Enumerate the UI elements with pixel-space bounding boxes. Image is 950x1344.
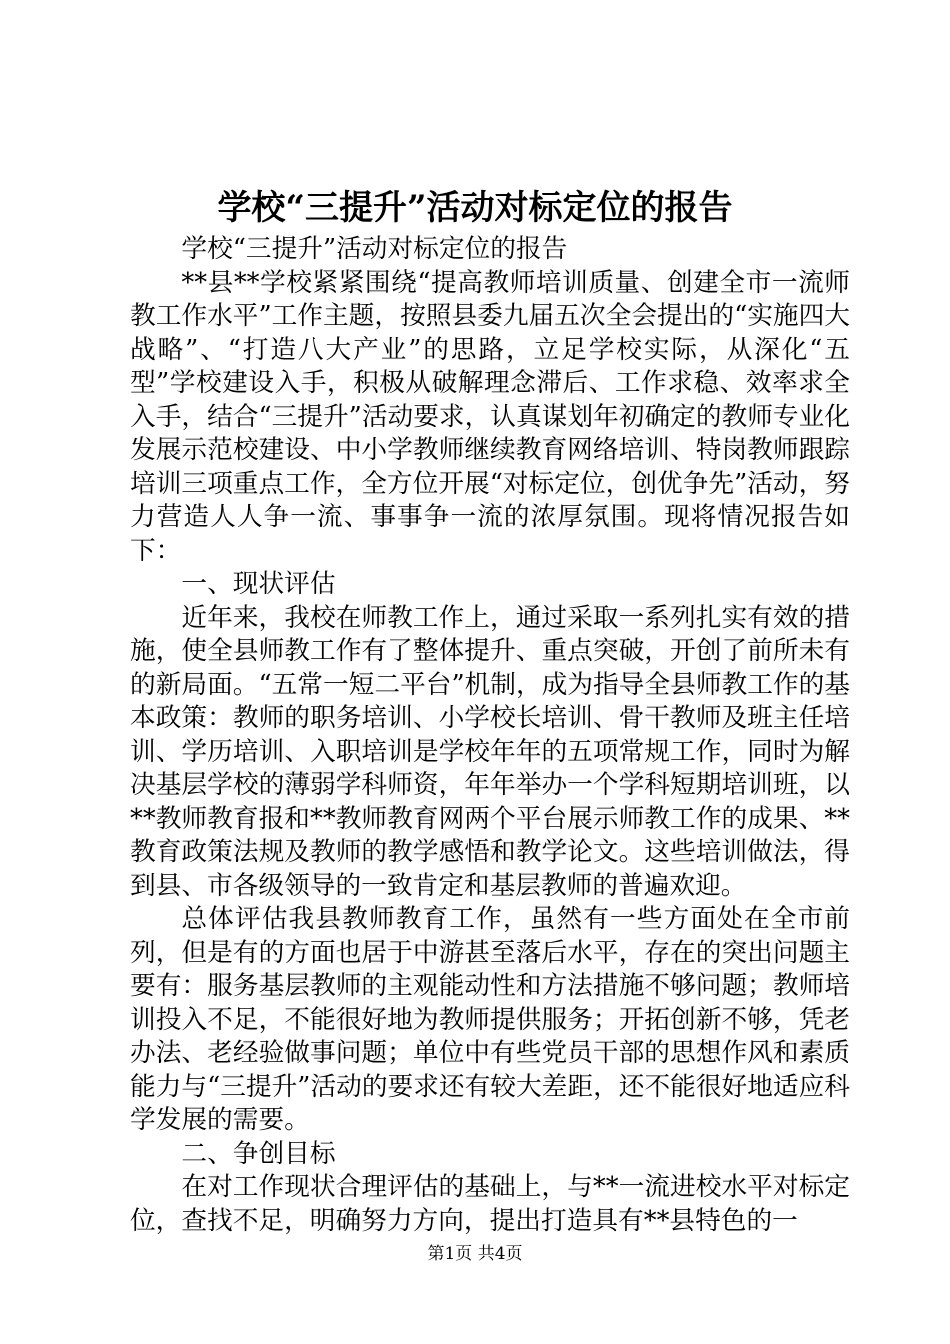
- paragraph-intro: **县**学校紧紧围绕“提高教师培训质量、创建全市一流师教工作水平”工作主题，按照县委九届五次全会提出的“实施四大战略”、“打造八大产业”的思路，立足学校实际，从深化“五型”学校建设入手，积极从破解理念滞后、工作求稳、效率求全入手，结合“三提升”活动要求，认真谋划年初确定的教师专业化发展示范校建设、中小学教师继续教育网络培训、特岗教师跟踪培训三项重点工作，全方位开展“对标定位，创优争先”活动，努力营造人人争一流、事事争一流的浓厚氛围。现将情况报告如下：: [130, 267, 850, 566]
- document-title: 学校“三提升”活动对标定位的报告: [217, 188, 733, 228]
- paragraph-status-overall: 总体评估我县教师教育工作，虽然有一些方面处在全市前列，但是有的方面也居于中游甚至落后水平，存在的突出问题主要有：服务基层教师的主观能动性和方法措施不够问题；教师培训投入不足，不能很好地为教师提供服务；开拓创新不够，凭老办法、老经验做事问题；单位中有些党员干部的思想作风和素质能力与“三提升”活动的要求还有较大差距，还不能很好地适应科学发展的需要。: [130, 904, 850, 1135]
- document-body: [130, 233, 850, 1238]
- paragraph-goals: 在对工作现状合理评估的基础上，与**一流进校水平对标定位，查找不足，明确努力方向，提出打造具有**县特色的一: [130, 1172, 850, 1236]
- page-footer: 第1页 共4页: [427, 1244, 523, 1264]
- section-heading-goals: 二、争创目标: [181, 1138, 336, 1169]
- paragraph-subtitle: 学校“三提升”活动对标定位的报告: [181, 234, 568, 264]
- section-heading-status: 一、现状评估: [181, 569, 336, 599]
- paragraph-status-recent: 近年来，我校在师教工作上，通过采取一系列扎实有效的措施，使全县师教工作有了整体提升、重点突破，开创了前所未有的新局面。“五常一短二平台”机制，成为指导全县师教工作的基本政策：教师的职务培训、小学校长培训、骨干教师及班主任培训、学历培训、入职培训是学校年年的五项常规工作，同时为解决基层学校的薄弱学科师资，年年举办一个学科短期培训班，以**教师教育报和**教师教育网两个平台展示师教工作的成果、**教育政策法规及教师的教学感悟和教学论文。这些培训做法，得到县、市各级领导的一致肯定和基层教师的普遍欢迎。: [130, 602, 850, 901]
